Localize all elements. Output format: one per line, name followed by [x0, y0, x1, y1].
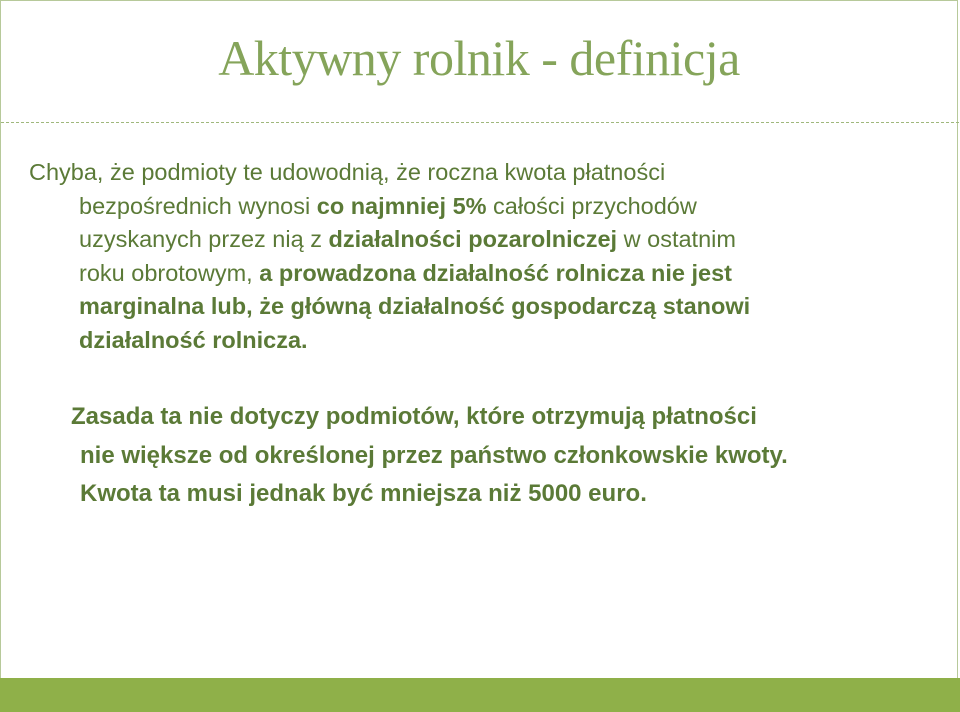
paragraph1-line4: roku obrotowym, a prowadzona działalność rolnicza nie jest — [79, 259, 732, 286]
paragraph-threshold — [71, 398, 960, 514]
paragraph1-line1: Chyba, że podmioty te udowodnią, że roczna kwota płatności — [29, 159, 666, 185]
paragraph-exception — [29, 156, 929, 358]
paragraph1-line2: bezpośrednich wynosi co najmniej 5% całości przychodów — [79, 192, 697, 219]
paragraph1-line6: działalność rolnicza. — [79, 326, 308, 353]
bold-phrase: a prowadzona działalność rolnicza nie jest — [259, 259, 732, 286]
paragraph2-line3: Kwota ta musi jednak być mniejsza niż 5000 euro. — [80, 480, 647, 507]
slide-title: Aktywny rolnik - definicja — [218, 30, 740, 86]
bold-phrase: co najmniej 5% — [316, 192, 487, 219]
title-divider — [1, 122, 959, 123]
footer-bar — [0, 678, 960, 712]
bold-phrase: działalności pozarolniczej — [328, 226, 618, 253]
paragraph2-line1: Zasada ta nie dotyczy podmiotów, które otrzymują płatności — [71, 403, 757, 430]
paragraph2-line2: nie większe od określonej przez państwo członkowskie kwoty. — [80, 441, 788, 469]
paragraph1-line3: uzyskanych przez nią z działalności pozarolniczej w ostatnim — [79, 226, 736, 253]
paragraph1-line5: marginalna lub, że główną działalność gospodarczą stanowi — [79, 293, 751, 320]
